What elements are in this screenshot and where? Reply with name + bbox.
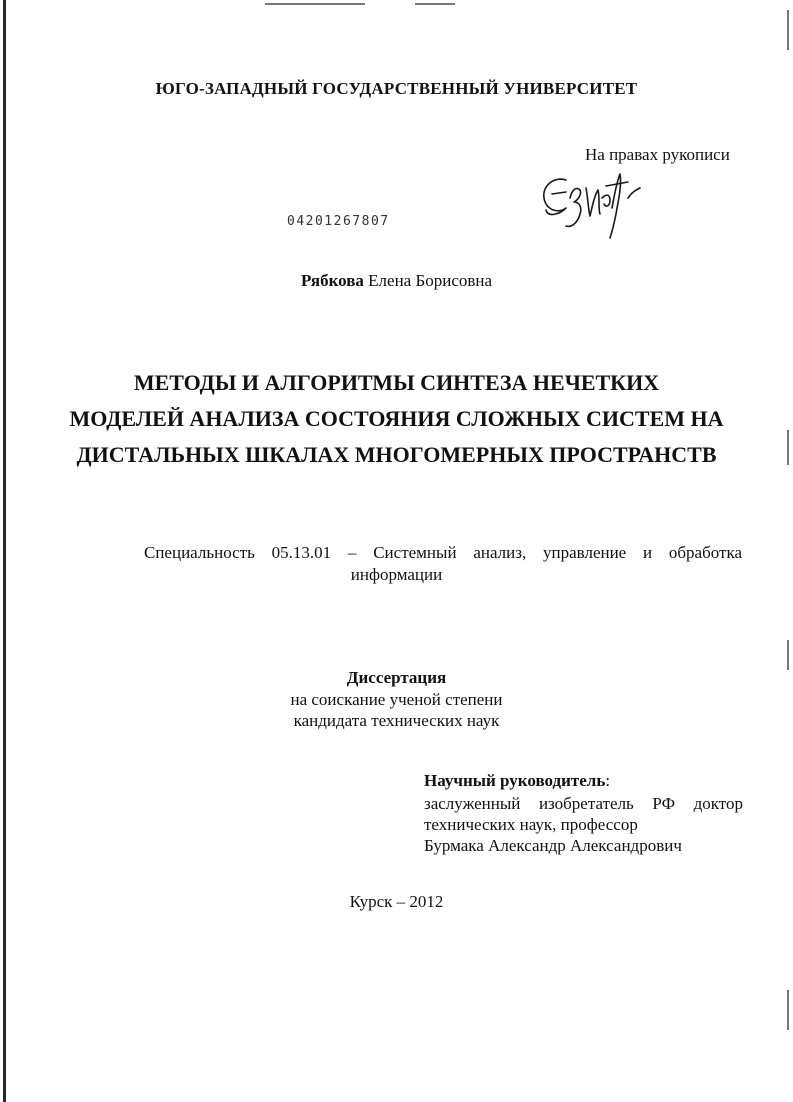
inventory-number: 04201267807 [287, 214, 390, 229]
advisor-heading [424, 771, 610, 791]
dissertation-title-line-1: МЕТОДЫ И АЛГОРИТМЫ СИНТЕЗА НЕЧЕТКИХ [133, 370, 660, 395]
advisor-line-3: Бурмака Александр Александрович [424, 836, 682, 855]
dissertation-heading: Диссертация [346, 668, 447, 687]
specialty-line-1: Специальность 05.13.01 – Системный анализ, управление и обработка [144, 543, 742, 562]
scan-edge-right [787, 430, 789, 465]
scan-edge-right [787, 640, 789, 670]
author-given-names: Елена Борисовна [368, 271, 493, 290]
advisor-heading-text: Научный руководитель [424, 771, 606, 790]
dissertation-title-line-3: ДИСТАЛЬНЫХ ШКАЛАХ МНОГОМЕРНЫХ ПРОСТРАНСТВ [76, 442, 717, 467]
scan-edge-top [265, 3, 365, 5]
specialty-line-2: информации [350, 565, 443, 584]
city-year: Курск – 2012 [349, 892, 444, 911]
author-surname: Рябкова [300, 271, 364, 290]
manuscript-note: На правах рукописи [585, 145, 730, 164]
degree-line-2: кандидата технических наук [293, 711, 500, 730]
dissertation-title-line-2: МОДЕЛЕЙ АНАЛИЗА СОСТОЯНИЯ СЛОЖНЫХ СИСТЕМ НА [69, 406, 724, 431]
scan-edge-top [415, 3, 455, 5]
scan-edge-left [3, 0, 6, 1102]
advisor-heading-colon: : [605, 771, 611, 790]
scan-edge-right [787, 990, 789, 1030]
university-name: ЮГО-ЗАПАДНЫЙ ГОСУДАРСТВЕННЫЙ УНИВЕРСИТЕТ [155, 79, 638, 98]
scan-edge-right [787, 10, 789, 50]
degree-line-1: на соискание ученой степени [290, 690, 503, 709]
signature-icon [536, 168, 646, 240]
advisor-line-2: технических наук, профессор [424, 815, 638, 834]
author-name [0, 271, 793, 291]
advisor-line-1: заслуженный изобретатель РФ доктор [424, 794, 743, 813]
